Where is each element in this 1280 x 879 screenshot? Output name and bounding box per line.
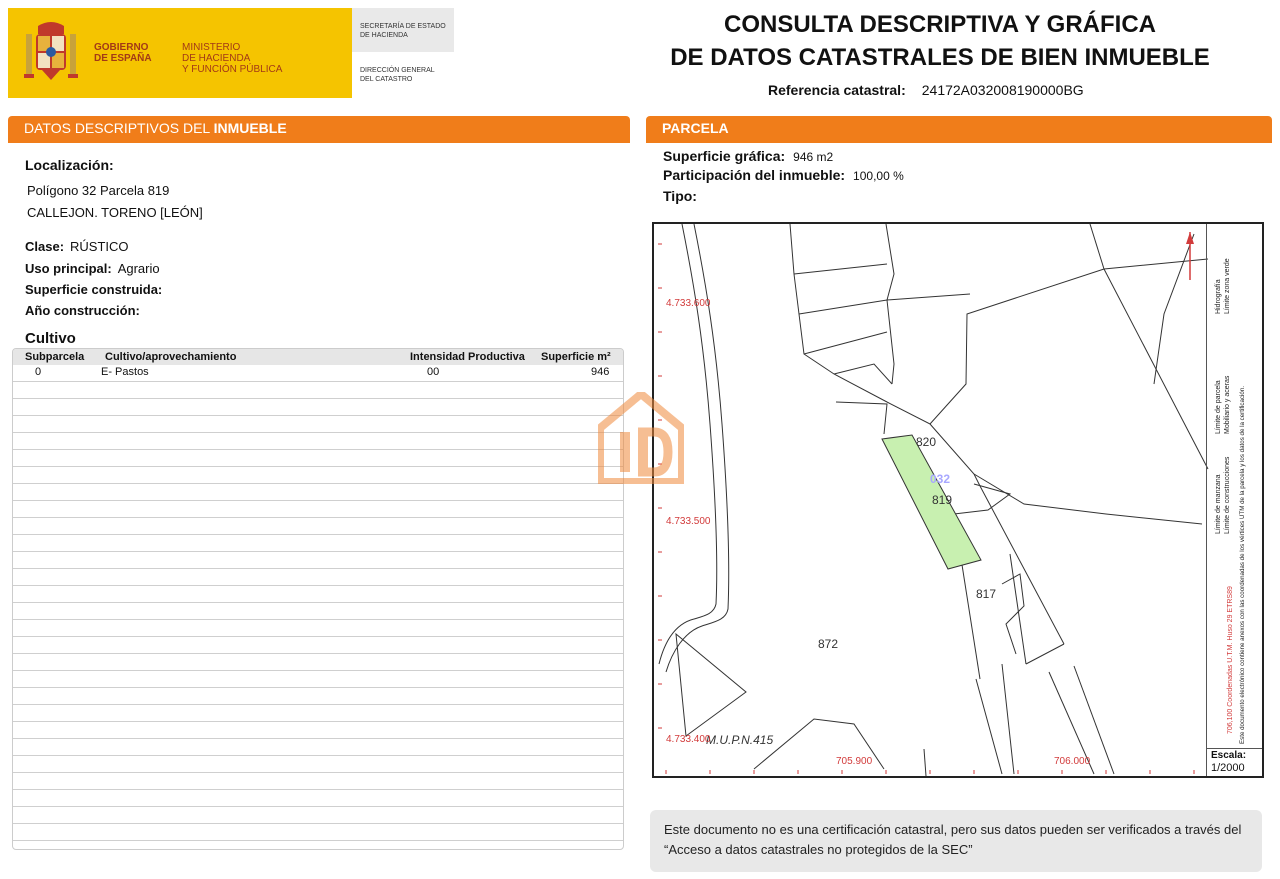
scale-label: Escala:: [1211, 750, 1247, 761]
parcel-label-817: 817: [976, 587, 997, 601]
scale-value: 1/2000: [1211, 762, 1245, 774]
col-cultivo: Cultivo/aprovechamiento: [105, 351, 237, 363]
table-row: [13, 824, 623, 841]
parcel-label-819: 819: [932, 493, 953, 507]
road-label: M.U.P.N.415: [706, 733, 774, 747]
table-row: [13, 467, 623, 484]
localizacion-line-2: CALLEJON. TORENO [LEÓN]: [27, 205, 203, 220]
table-row: [13, 501, 623, 518]
document-title: CONSULTA DESCRIPTIVA Y GRÁFICA DE DATOS CATASTRALES DE BIEN INMUEBLE: [670, 11, 1210, 71]
section-descriptivos-header: [8, 116, 630, 140]
table-row: [13, 399, 623, 416]
table-row: [13, 790, 623, 807]
clase-value: RÚSTICO: [70, 239, 129, 254]
legend-construcciones: Límite de construcciones: [1224, 456, 1231, 534]
poligono-label: 032: [930, 472, 951, 486]
coat-of-arms-icon: [20, 20, 82, 86]
table-row: [13, 365, 623, 382]
table-row: [13, 671, 623, 688]
table-row: [13, 773, 623, 790]
table-row: [13, 637, 623, 654]
localizacion-line-1: Polígono 32 Parcela 819: [27, 183, 170, 198]
ministry-name: MINISTERIO DE HACIENDA Y FUNCIÓN PÚBLICA: [182, 42, 283, 75]
participacion-value: 100,00 %: [853, 169, 904, 183]
table-row: [13, 586, 623, 603]
superficie-grafica-row: [663, 148, 833, 164]
superficie-construida-row: [25, 282, 168, 297]
legend-coordinates: 706,100 Coordenadas U.T.M. Huso 29 ETRS89: [1227, 586, 1234, 734]
table-row: [13, 603, 623, 620]
coord-y-label: 4.733.400: [666, 734, 711, 745]
coord-x-label: 705.900: [836, 756, 873, 767]
secretaria-text: SECRETARÍA DE ESTADO DE HACIENDA: [360, 23, 446, 39]
table-row: [13, 620, 623, 637]
table-row: [13, 552, 623, 569]
legend-zona-verde: Límite zona verde: [1224, 258, 1231, 314]
legend-hidrografia: Hidrografía: [1215, 279, 1222, 314]
watermark-logo-icon: [598, 392, 684, 484]
table-row: [13, 518, 623, 535]
coord-x-label: 706.000: [1054, 756, 1091, 767]
cell-intensidad: 00: [427, 366, 440, 378]
table-row: [13, 535, 623, 552]
section-divider: [646, 140, 1272, 143]
superficie-grafica-value: 946 m2: [793, 150, 834, 164]
table-row: [13, 739, 623, 756]
legend-note: Este documento electrónico contiene anexos con las coordenadas de los vértices UTM de la parcela y los datos de la certificación.: [1239, 385, 1246, 744]
section-title-pre: DATOS DESCRIPTIVOS DEL: [24, 120, 214, 136]
legend-manzana: Límite de manzana: [1215, 474, 1222, 534]
map-legend-text: [1210, 234, 1260, 744]
uso-value: Agrario: [117, 261, 160, 276]
table-row: [13, 382, 623, 399]
ref-label: Referencia catastral:: [768, 82, 906, 98]
coord-y-label: 4.733.600: [666, 298, 711, 309]
table-row: [13, 416, 623, 433]
referencia-catastral: [768, 82, 1084, 98]
table-row: [13, 484, 623, 501]
legend-parcela: Límite de parcela: [1215, 380, 1222, 434]
north-arrow-icon: [1186, 232, 1194, 280]
cell-cultivo: E- Pastos: [101, 366, 149, 378]
uso-label: Uso principal:: [25, 261, 112, 276]
section-divider: [8, 140, 630, 143]
cell-superficie: 946: [591, 366, 610, 378]
uso-row: [25, 261, 160, 276]
anio-construccion-row: [25, 303, 146, 318]
ref-value: 24172A032008190000BG: [921, 82, 1084, 98]
localizacion-label: Localización:: [25, 157, 114, 173]
scale-box: [1206, 748, 1262, 776]
direccion-text: DIRECCIÓN GENERAL DEL CATASTRO: [360, 67, 435, 83]
table-row: [13, 705, 623, 722]
col-subparcela: Subparcela: [25, 351, 85, 363]
table-row: [13, 450, 623, 467]
table-row: [13, 807, 623, 824]
clase-row: [25, 239, 129, 254]
cadastral-map: [652, 222, 1264, 778]
parcel-label-820: 820: [916, 435, 937, 449]
legend-mobiliario: Mobiliario y aceras: [1224, 375, 1231, 434]
section-parcela-header: PARCELA: [646, 116, 1272, 140]
participacion-label: Participación del inmueble:: [663, 167, 846, 183]
col-superficie: Superficie m²: [541, 351, 611, 363]
gov-banner: [8, 8, 352, 98]
table-row: [13, 654, 623, 671]
cell-subparcela: 0: [35, 366, 42, 378]
cultivo-table: [12, 348, 624, 850]
table-row: [13, 841, 623, 850]
cultivo-table-header: [13, 349, 623, 365]
gov-name: GOBIERNO DE ESPAÑA: [94, 42, 152, 64]
empty-rows: [13, 382, 623, 850]
superficie-grafica-label: Superficie gráfica:: [663, 148, 786, 164]
section-title-strong: INMUEBLE: [213, 120, 287, 136]
tipo-row: [663, 188, 697, 204]
col-intensidad: Intensidad Productiva: [410, 351, 525, 363]
table-row: [13, 722, 623, 739]
tipo-label: Tipo:: [663, 188, 697, 204]
map-drawing: [654, 224, 1262, 776]
cultivo-title: Cultivo: [25, 330, 76, 347]
coord-y-label: 4.733.500: [666, 516, 711, 527]
table-row: [13, 433, 623, 450]
superficie-construida-label: Superficie construida:: [25, 282, 163, 297]
table-row: [13, 569, 623, 586]
parcel-label-872: 872: [818, 637, 839, 651]
table-row: [13, 688, 623, 705]
table-row: [13, 756, 623, 773]
participacion-row: [663, 167, 904, 183]
clase-label: Clase:: [25, 239, 65, 254]
anio-construccion-label: Año construcción:: [25, 303, 140, 318]
disclaimer-note: Este documento no es una certificación catastral, pero sus datos pueden ser verificados a través del “Acceso a datos catastrales no protegidos de la SEC”: [650, 810, 1262, 872]
